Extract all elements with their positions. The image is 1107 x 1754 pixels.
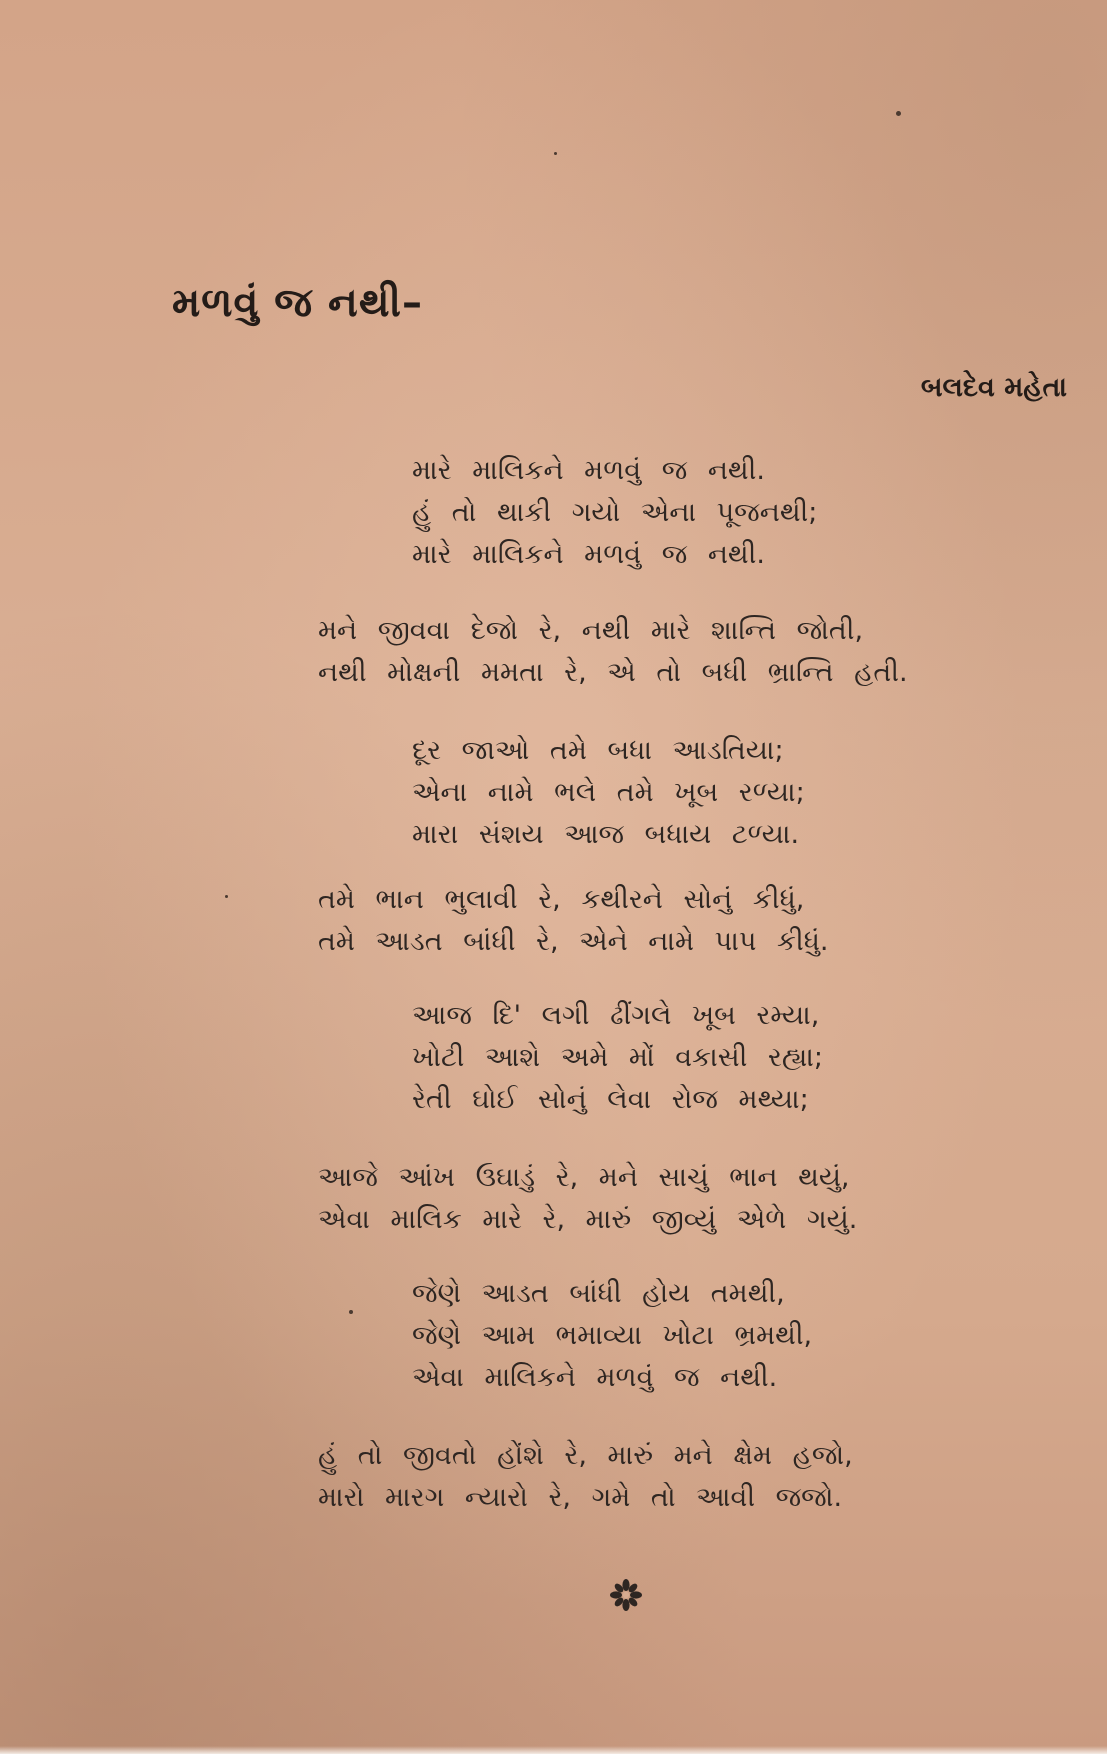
stanza-8 <box>318 1435 853 1519</box>
ink-speck <box>349 1310 353 1314</box>
stanza-1 <box>412 450 817 576</box>
poem-line: મને જીવવા દેજો રે, નથી મારે શાન્તિ જોતી, <box>318 615 864 646</box>
stanza-6 <box>318 1157 857 1241</box>
ink-speck <box>225 895 228 898</box>
poem-author: બલદેવ મહેતા <box>920 372 1067 403</box>
poem-line: તમે આડત બાંધી રે, એને નામે પાપ કીધું. <box>318 926 829 957</box>
poem-line: ખોટી આશે અમે મોં વકાસી રહ્યા; <box>412 1042 823 1073</box>
ink-speck <box>554 152 557 155</box>
poem-line: એવા માલિક મારે રે, મારું જીવ્યું એળે ગયું. <box>318 1204 858 1235</box>
poem-line: જેણે આડત બાંધી હોય તમથી, <box>412 1278 785 1309</box>
poem-line: દૂર જાઓ તમે બધા આડતિયા; <box>412 735 784 766</box>
poem-line: હું તો થાકી ગયો એના પૂજનથી; <box>412 497 818 528</box>
stanza-2 <box>318 610 908 694</box>
poem-line: એવા માલિકને મળવું જ નથી. <box>412 1362 778 1393</box>
poem-title: મળવું જ નથી– <box>172 280 423 326</box>
poem-line: આજે આંખ ઉઘાડું રે, મને સાચું ભાન થયું, <box>318 1162 850 1193</box>
poem-line: રેતી ઘોઈ સોનું લેવા રોજ મથ્યા; <box>412 1084 809 1115</box>
poem-line: આજ દિ' લગી ઢીંગલે ખૂબ રમ્યા, <box>412 1000 820 1031</box>
stanza-5 <box>412 995 823 1121</box>
stanza-3 <box>412 730 805 856</box>
stanza-4 <box>318 879 829 963</box>
ink-speck <box>896 111 901 116</box>
poem-line: તમે ભાન ભુલાવી રે, કથીરને સોનું કીધું, <box>318 884 805 915</box>
poem-line: મારા સંશય આજ બધાય ટળ્યા. <box>412 819 800 850</box>
poem-line: મારે માલિકને મળવું જ નથી. <box>412 539 765 570</box>
poem-line: મારે માલિકને મળવું જ નથી. <box>412 455 765 486</box>
poem-line: મારો મારગ ન્યારો રે, ગમે તો આવી જજો. <box>318 1482 843 1513</box>
stanza-7 <box>412 1273 812 1399</box>
poem-line: હું તો જીવતો હોંશે રે, મારું મને ક્ષેમ હજો, <box>318 1440 853 1471</box>
flower-ornament-icon <box>609 1578 643 1612</box>
poem-line: એના નામે ભલે તમે ખૂબ રળ્યા; <box>412 777 805 808</box>
poem-line: જેણે આમ ભમાવ્યા ખોટા ભ્રમથી, <box>412 1320 813 1351</box>
poem-line: નથી મોક્ષની મમતા રે, એ તો બધી ભ્રાન્તિ હતી. <box>318 657 908 688</box>
page-edge <box>0 1746 1107 1754</box>
